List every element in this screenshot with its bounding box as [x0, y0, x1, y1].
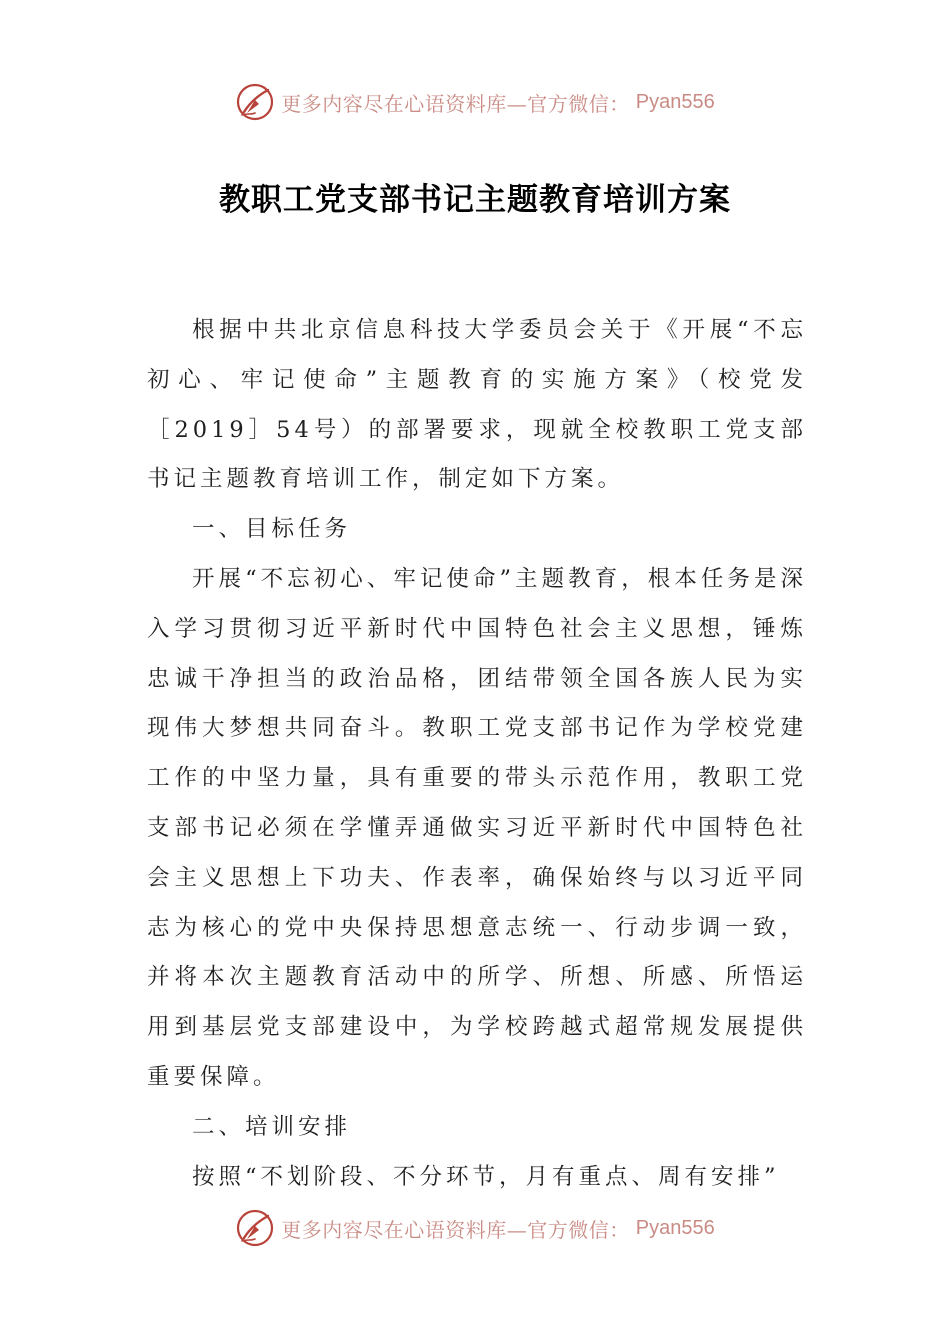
section-body-training: 按照“不划阶段、不分环节，月有重点、周有安排” — [192, 1163, 780, 1190]
watermark-wechat-id: Pyan556 — [635, 1216, 715, 1239]
intro-paragraph: 根据中共北京信息科技大学委员会关于《开展“不忘初心、牢记使命”主题教育的实施方案》（校党发［2019］54号）的部署要求，现就全校教职工党支部书记主题教育培训工作，制定如下方案。 — [147, 317, 807, 493]
watermark-text: 更多内容尽在心语资料库—官方微信： — [281, 91, 630, 116]
footer-watermark — [0, 1206, 950, 1250]
page-title: 教职工党支部书记主题教育培训方案 — [219, 182, 731, 218]
watermark-text: 更多内容尽在心语资料库—官方微信： — [281, 1217, 630, 1242]
pen-logo-icon — [235, 82, 275, 122]
watermark-wechat-id: Pyan556 — [635, 90, 715, 113]
section-body-goals: 开展“不忘初心、牢记使命”主题教育，根本任务是深入学习贯彻习近平新时代中国特色社会主义思想，锤炼忠诚干净担当的政治品格，团结带领全国各族人民为实现伟大梦想共同奋斗。教职工党支部书记作为学校党建工作的中坚力量，具有重要的带头示范作用，教职工党支部书记必须在学懂弄通做实习近平新时代中国特色社会主义思想上下功夫、作表率，确保始终与以习近平同志为核心的党中央保持思想意志统一、行动步调一致，并将本次主题教育活动中的所学、所想、所感、所悟运用到基层党支部建设中，为学校跨越式超常规发展提供重要保障。 — [147, 565, 807, 1090]
section-heading-training: 二、培训安排 — [192, 1113, 352, 1140]
document-body — [147, 306, 807, 1202]
section-heading-goals: 一、目标任务 — [192, 516, 352, 543]
pen-logo-icon — [235, 1208, 275, 1248]
header-watermark — [0, 80, 950, 124]
